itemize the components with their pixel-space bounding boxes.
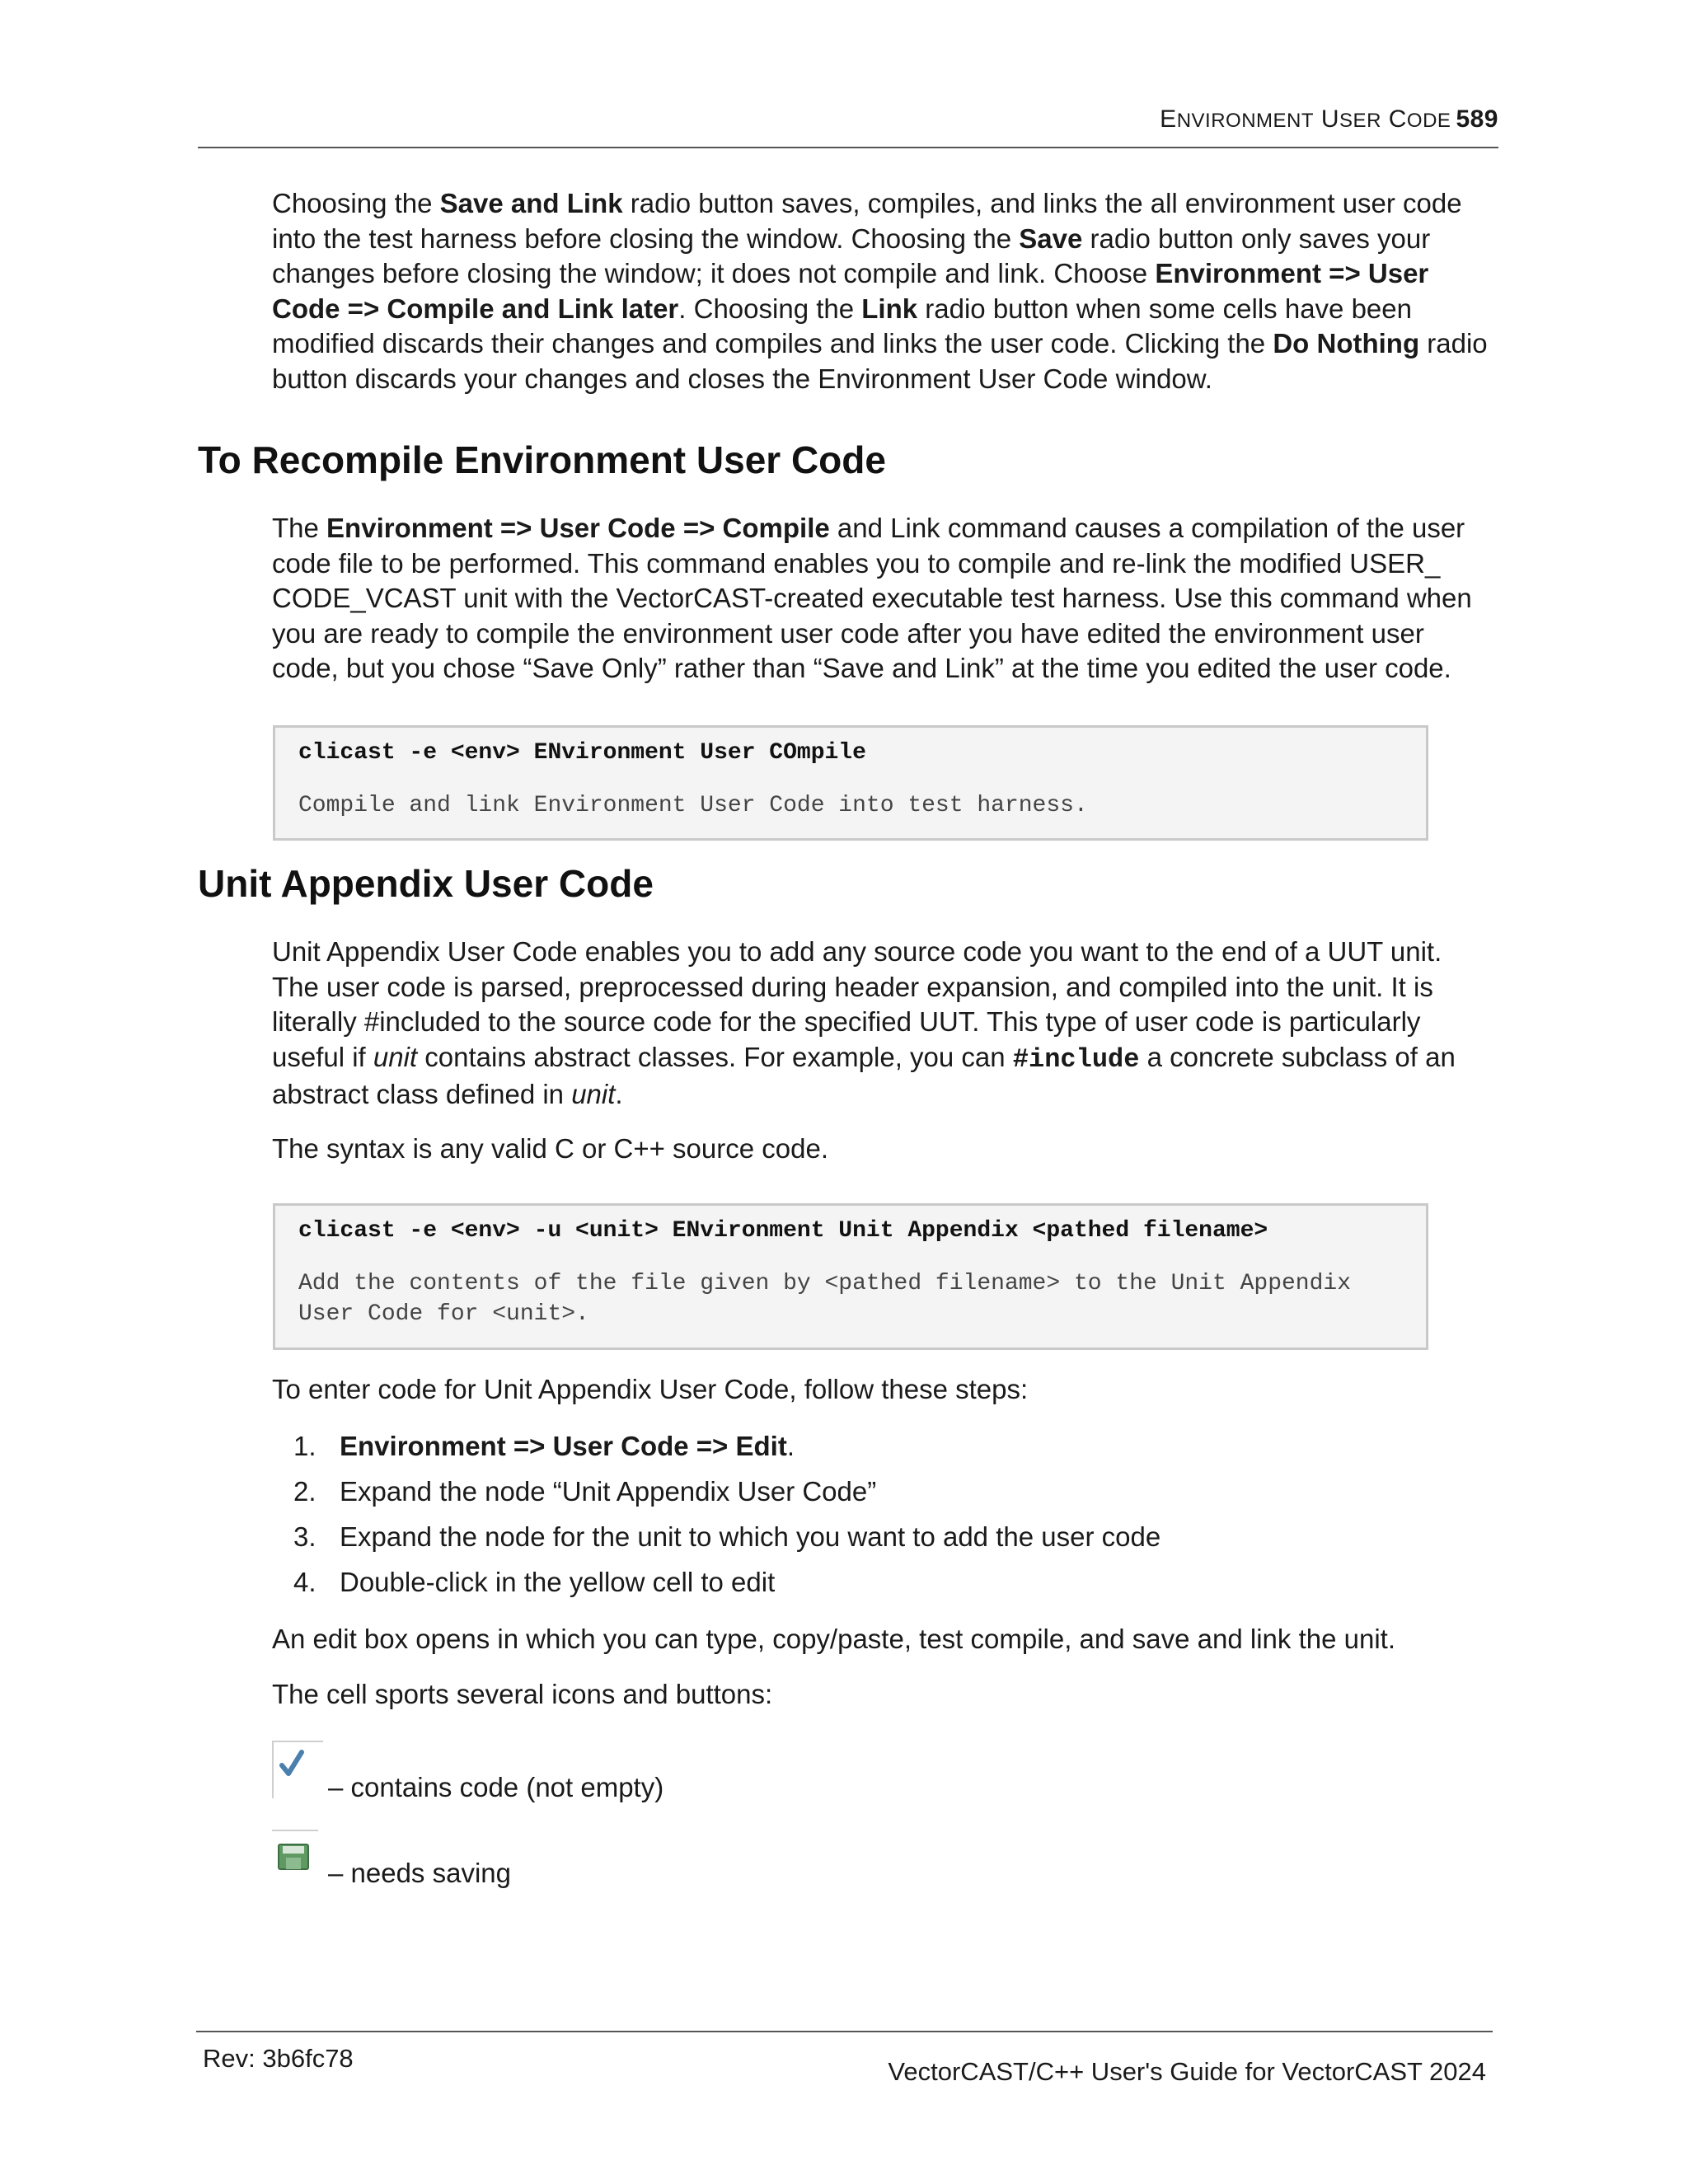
code-description: Compile and link Environment User Code into test harness.	[298, 793, 1088, 818]
page-number: 589	[1456, 105, 1498, 133]
code-command: clicast -e <env> ENvironment User COmpile	[298, 740, 866, 766]
code-command: clicast -e <env> -u <unit> ENvironment Unit Appendix <pathed filename>	[298, 1218, 1268, 1244]
running-footer	[196, 2031, 1493, 2086]
save-disk-icon	[272, 1830, 323, 1891]
intro-paragraph: Choosing the Save and Link radio button saves, compiles, and links the all environment user code into the test harness before closing the window. Choosing the Save radio button only saves your changes before closing the window; it does not compile and link. Choose Environment => User Code => Compile and Link later. Choosing the Link radio button when some cells have been modified discards their changes and compiles and links the user code. Clicking the Do Nothing radio button discards your changes and closes the Environment User Code window.	[272, 188, 1488, 394]
list-item: 2. Expand the node “Unit Appendix User Code”	[293, 1476, 877, 1507]
appendix-paragraph: Unit Appendix User Code enables you to add any source code you want to the end of a UUT unit. The user code is parsed, preprocessed during header expansion, and compiled into the unit. It is literally #included to the source code for the specified UUT. This type of user code is particularly useful if unit contains abstract classes. For example, you can #include a concrete subclass of an abstract class defined in unit.	[272, 936, 1456, 1109]
list-item: 3. Expand the node for the unit to which you want to add the user code	[293, 1521, 1161, 1552]
section-heading-recompile: To Recompile Environment User Code	[198, 438, 886, 481]
list-item: 4. Double-click in the yellow cell to edit	[293, 1567, 776, 1597]
header-section-title: ENVIRONMENT USER CODE	[1160, 105, 1451, 133]
code-description: Add the contents of the file given by <pathed filename> to the Unit Appendix User Code for <unit>.	[298, 1271, 1352, 1327]
code-block-appendix	[273, 1203, 1428, 1350]
recompile-paragraph: The Environment => User Code => Compile and Link command causes a compilation of the user code file to be performed. This command enables you to compile and re-link the modified USER_ CODE_VCAST unit with the VectorCAST-created executable test harness. Use this command when you are ready to compile the environment user code after you have edited the environment user code, but you chose “Save Only” rather than “Save and Link” at the time you edited the user code.	[272, 513, 1472, 683]
code-block-recompile	[273, 725, 1428, 841]
steps-intro: To enter code for Unit Appendix User Code, follow these steps:	[272, 1374, 1029, 1404]
edit-box-paragraph: An edit box opens in which you can type, copy/paste, test compile, and save and link the unit.	[272, 1624, 1395, 1654]
icons-intro-paragraph: The cell sports several icons and buttons:	[272, 1679, 773, 1709]
steps-list	[272, 1428, 1160, 1610]
revision-label: Rev: 3b6fc78	[203, 2044, 354, 2073]
running-header	[198, 105, 1498, 148]
checkmark-icon	[272, 1741, 323, 1807]
document-page: ENVIRONMENT USER CODE 589 Choosing the Save and Link radio button saves, compiles, and links the all environment user code into the test harness before closing the window. Choosing the Save radio button only saves your changes before closing the window; it does not compile and link. Choose Environment => User Code => Compile and Link later. Choosing the Link radio button when some cells have been modified discards their changes and compiles and links the user code. Clicking the Do Nothing radio button discards your changes and closes the Environment User Code window. To Recompile Environment User Code The Environment => User Code => Compile and Link command causes a compilation of the user code file to be performed. This command enables you to compile and re-link the modified USER_ CODE_VCAST unit with the VectorCAST-created executable test harness. Use this command when you are ready to compile the environment user code after you have edited the environment user code, but you chose “Save Only” rather than “Save and Link” at the time you edited the user code. clicast -e <env> ENvironment User COmpile Compile and link Environment User Code into test harness. Unit Appendix User Code Unit Appendix User Code enables you to add any source code you want to the end of a UUT unit. The user code is parsed, preprocessed during header expansion, and compiled into the unit. It is literally #included to the source code for the specified UUT. This type of user code is particularly useful if unit contains abstract classes. For example, you can #include a concrete subclass of an abstract class defined in unit. The syntax is any valid C or C++ source code. clicast -e <env> -u <unit> ENvironment Unit Appendix <pathed filename> Add the contents of the file given by <pathed filename> to the Unit Appendix User Code for <unit>. To enter code for Unit Appendix User Code, follow these steps: 1. Environment => User Code => Edit. 2. Expand the node “Unit Appendix User Code” 3. Expand the node for the unit to which you want to add the user code 4. Double-click in the yellow cell to edit An edit box opens in which you can type, copy/paste, test compile, and save and link the unit. The cell sports several icons and buttons: – contains code (not empty) – needs saving Rev: 3b6fc78 VectorCAST/C++ User's Guide for VectorCAST 2024	[198, 105, 1498, 2086]
list-item: 1. Environment => User Code => Edit.	[293, 1431, 795, 1461]
inline-code: #include	[1012, 1043, 1140, 1075]
syntax-paragraph: The syntax is any valid C or C++ source code.	[272, 1133, 828, 1164]
section-heading-appendix: Unit Appendix User Code	[198, 862, 654, 905]
guide-title: VectorCAST/C++ User's Guide for VectorCAST 2024	[888, 2057, 1486, 2086]
